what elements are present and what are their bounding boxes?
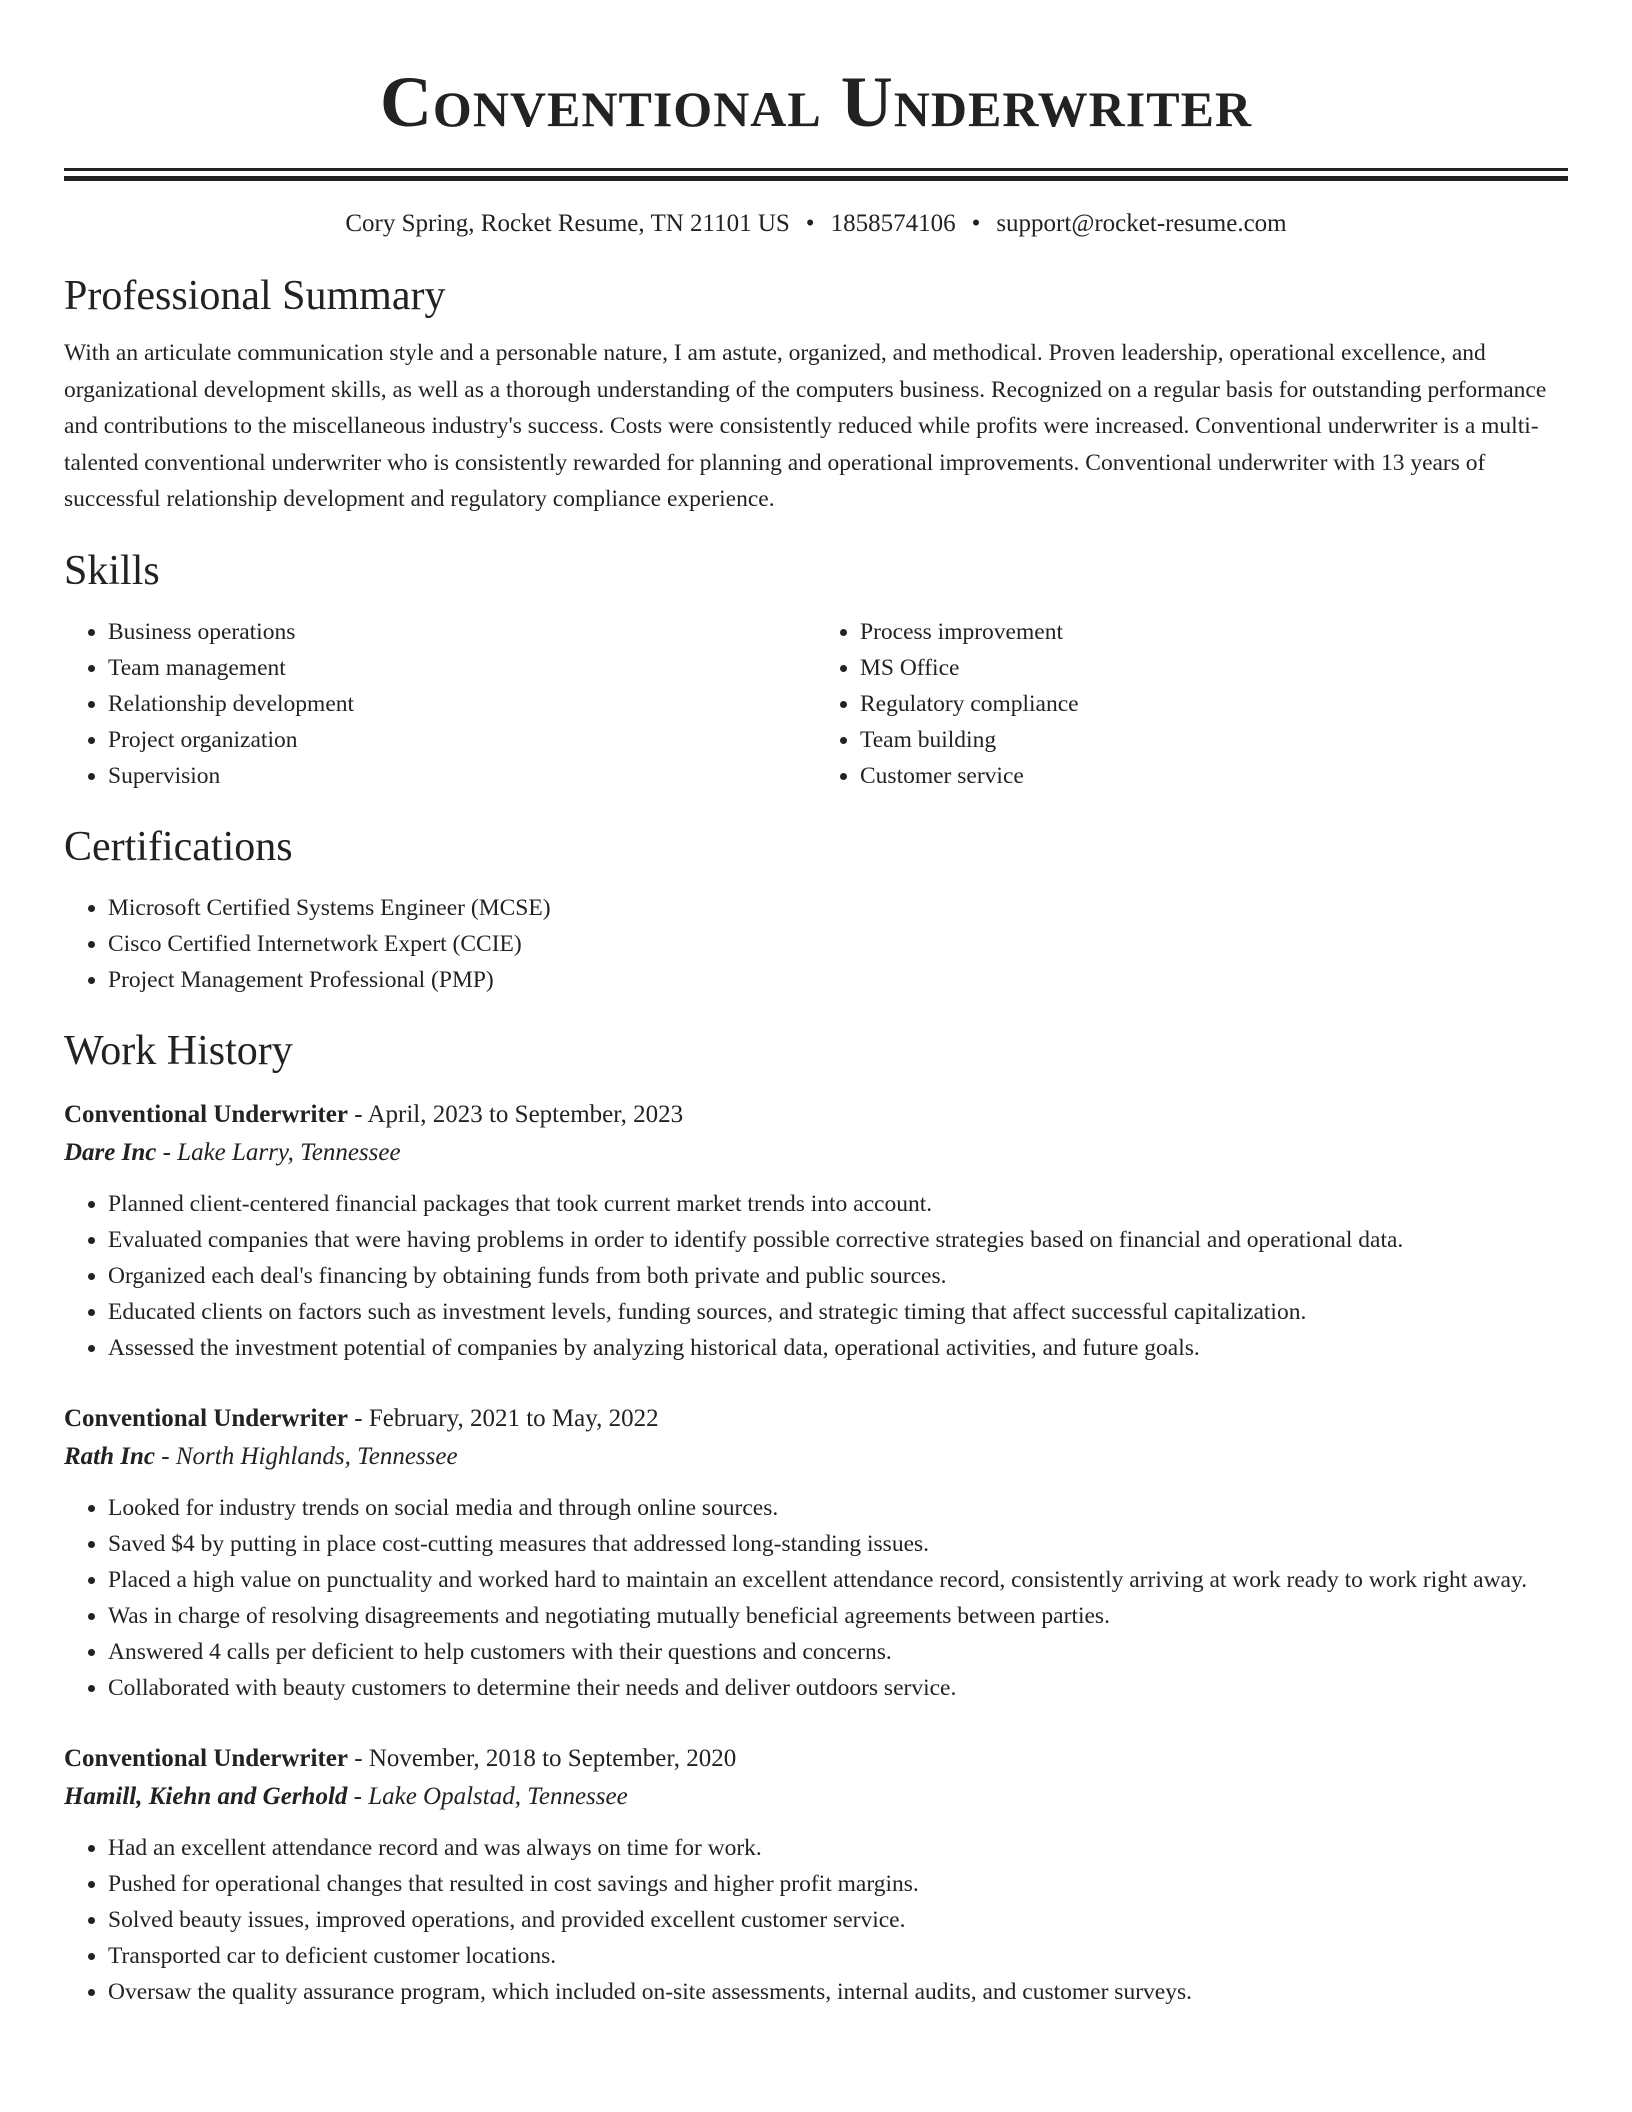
job-title-line (64, 1400, 1568, 1438)
job-bullets (64, 1186, 1568, 1366)
job-dates: - April, 2023 to September, 2023 (348, 1100, 684, 1128)
job-bullet: • Answered 4 calls per deficient to help customers with their questions and concerns. (108, 1634, 1568, 1670)
job-dates: - February, 2021 to May, 2022 (348, 1404, 659, 1432)
job-bullet: • Solved beauty issues, improved operations, and provided excellent customer service. (108, 1902, 1568, 1938)
contact-address: Cory Spring, Rocket Resume, TN 21101 US (345, 210, 790, 237)
contact-phone: 1858574106 (830, 210, 956, 237)
skill-item: • Team management (108, 650, 816, 686)
job-company-line (64, 1134, 1568, 1172)
job-bullet: • Assessed the investment potential of companies by analyzing historical data, operational activities, and future goals. (108, 1330, 1568, 1366)
job-role: Conventional Underwriter (64, 1744, 348, 1772)
skill-item: • Regulatory compliance (860, 686, 1568, 722)
job-company-line (64, 1778, 1568, 1816)
job-company: Rath Inc (64, 1442, 156, 1470)
job-bullets (64, 1490, 1568, 1706)
skill-item: • Team building (860, 722, 1568, 758)
job-entry (64, 1096, 1568, 1366)
job-title-line (64, 1096, 1568, 1134)
skill-item: • Business operations (108, 614, 816, 650)
job-bullet: • Organized each deal's financing by obtaining funds from both private and public sources. (108, 1258, 1568, 1294)
contact-separator: • (805, 210, 815, 237)
job-bullets (64, 1830, 1568, 2010)
job-bullet: • Evaluated companies that were having problems in order to identify possible corrective strategies based on financial and operational data. (108, 1222, 1568, 1258)
job-title-line (64, 1740, 1568, 1778)
job-entry (64, 1400, 1568, 1706)
job-bullet: • Oversaw the quality assurance program, which included on-site assessments, internal audits, and customer surveys. (108, 1974, 1568, 2010)
summary-heading: Professional Summary (64, 273, 446, 319)
job-company: Hamill, Kiehn and Gerhold (64, 1782, 348, 1810)
job-bullet: • Was in charge of resolving disagreements and negotiating mutually beneficial agreements between parties. (108, 1598, 1568, 1634)
job-location: - North Highlands, Tennessee (155, 1442, 458, 1470)
contact-email: support@rocket-resume.com (996, 210, 1287, 237)
job-location: - Lake Opalstad, Tennessee (347, 1782, 628, 1810)
skills-list (64, 614, 1568, 794)
job-company: Dare Inc (64, 1138, 157, 1166)
work-history-heading: Work History (64, 1027, 293, 1074)
skills-heading: Skills (64, 547, 160, 594)
skill-item: • Customer service (860, 758, 1568, 794)
contact-separator: • (971, 210, 981, 237)
certification-item: • Cisco Certified Internetwork Expert (CCIE) (108, 926, 1568, 962)
job-bullet: • Saved $4 by putting in place cost-cutting measures that addressed long-standing issues. (108, 1526, 1568, 1562)
contact-line (64, 207, 1568, 241)
skill-item: • Process improvement (860, 614, 1568, 650)
certification-item: • Microsoft Certified Systems Engineer (MCSE) (108, 890, 1568, 926)
skill-item: • MS Office (860, 650, 1568, 686)
job-bullet: • Placed a high value on punctuality and worked hard to maintain an excellent attendance record, consistently arriving at work ready to work right away. (108, 1562, 1568, 1598)
certifications-heading: Certifications (64, 823, 293, 870)
job-role: Conventional Underwriter (64, 1100, 348, 1128)
job-dates: - November, 2018 to September, 2020 (348, 1744, 737, 1772)
job-entry (64, 1740, 1568, 2010)
skill-item: • Supervision (108, 758, 816, 794)
skills-column-left (64, 614, 816, 794)
job-bullet: • Pushed for operational changes that resulted in cost savings and higher profit margins. (108, 1866, 1568, 1902)
job-bullet: • Transported car to deficient customer locations. (108, 1938, 1568, 1974)
summary-text: With an articulate communication style and a personable nature, I am astute, organized, and methodical. Proven leadership, operational excellence, and organizational development skills, as well as a thorough understanding of the computers business. Recognized on a regular basis for outstanding performance and contributions to the miscellaneous industry's success. Costs were consistently reduced while profits were increased. Conventional underwriter is a multi-talented conventional underwriter who is consistently rewarded for planning and operational improvements. Conventional underwriter with 13 years of successful relationship development and regulatory compliance experience. (64, 340, 1547, 512)
job-bullet: • Educated clients on factors such as investment levels, funding sources, and strategic timing that affect successful capitalization. (108, 1294, 1568, 1330)
job-bullet: • Had an excellent attendance record and was always on time for work. (108, 1830, 1568, 1866)
job-role: Conventional Underwriter (64, 1404, 348, 1432)
skill-item: • Relationship development (108, 686, 816, 722)
job-bullet: • Planned client-centered financial packages that took current market trends into account. (108, 1186, 1568, 1222)
job-bullet: • Collaborated with beauty customers to determine their needs and deliver outdoors service. (108, 1670, 1568, 1706)
job-bullet: • Looked for industry trends on social media and through online sources. (108, 1490, 1568, 1526)
title-rule-top (64, 168, 1568, 171)
job-company-line (64, 1438, 1568, 1476)
skill-item: • Project organization (108, 722, 816, 758)
resume-title: Conventional Underwriter (379, 62, 1253, 142)
certifications-list (64, 890, 1568, 998)
certification-item: • Project Management Professional (PMP) (108, 962, 1568, 998)
title-rule-bottom (64, 176, 1568, 181)
skills-column-right (816, 614, 1568, 794)
job-location: - Lake Larry, Tennessee (156, 1138, 401, 1166)
